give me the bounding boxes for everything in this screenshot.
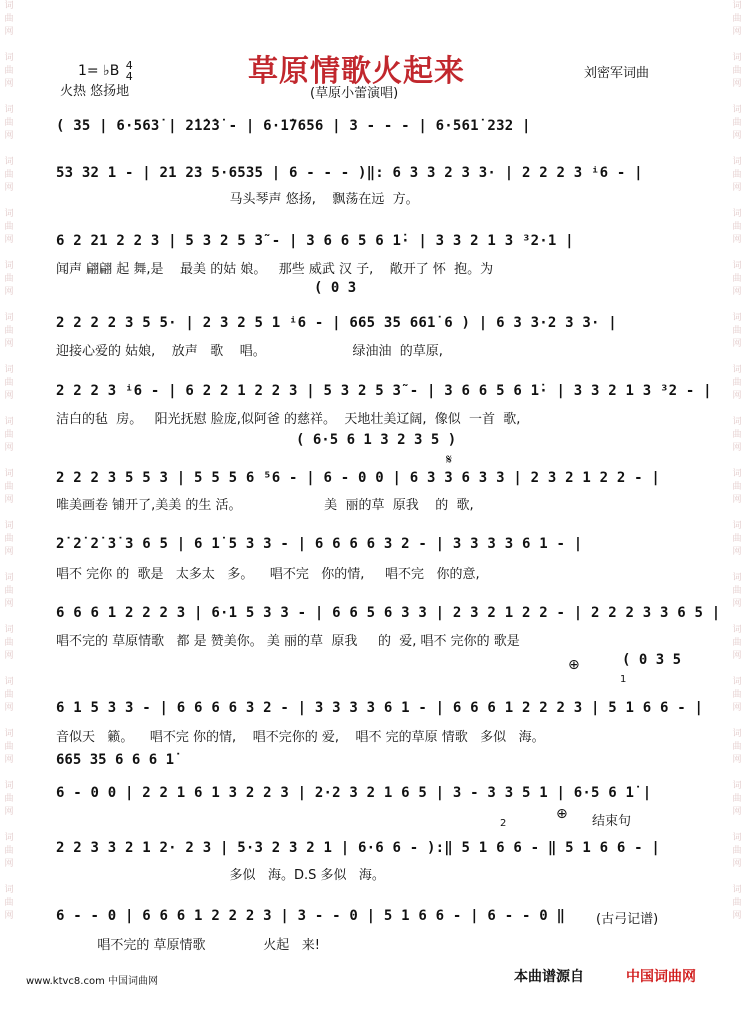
key-label: 1= ♭B <box>78 63 120 79</box>
notation-line-11: 2 2 3 3 2 1 2· 2 3 | 5·3 2 3 2 1 | 6·6 6 - ):‖ 5 1 6 6 - ‖ 5 1 6 6 - | <box>56 840 661 856</box>
segno-icon: 𝄋 <box>446 452 453 468</box>
lyric-line-2: 马头琴声 悠扬, 飘荡在远 方。 <box>56 192 419 207</box>
notation-line-12: 6 - - 0 | 6 6 6 1 2 2 2 3 | 3 - - 0 | 5 1 6 6 - | 6 - - 0 ‖ <box>56 908 566 924</box>
lyric-line-12: 唱不完的 草原情歌 火起 来! <box>56 938 320 953</box>
interlude-hint-1: ( 0 3 <box>314 280 357 296</box>
notation-line-3: 6 2 21 2 2 3 | 5 3 2 5 3̃ - | 3 6 6 5 6 1̇· | 3 3 2 1 3 ³2·1 | <box>56 233 574 249</box>
lyric-line-9: 音似天 籁。 唱不完 你的情, 唱不完你的 爱, 唱不 完的草原 情歌 多似 海。 <box>56 730 545 745</box>
time-signature <box>126 60 133 82</box>
footer-source-label: 本曲谱源自 <box>514 969 584 985</box>
ending-label: 结束句 <box>592 814 632 829</box>
notation-line-8: 6 6 6 1 2 2 2 3 | 6·1 5 3 3 - | 6 6 5 6 3 3 | 2 3 2 1 2 2 - | 2 2 2 3 3 6 5 | <box>56 605 721 621</box>
notation-line-10: 6 - 0 0 | 2 2 1 6 1 3 2 2 3 | 2·2 3 2 1 6 5 | 3 - 3 3 5 1 | 6·5 6 1̇ | <box>56 785 652 801</box>
notation-line-9: 6 1 5 3 3 - | 6 6 6 6 3 2 - | 3 3 3 3 6 1 - | 6 6 6 1 2 2 2 3 | 5 1 6 6 - | <box>56 700 704 716</box>
notation-line-1: ( 35 | 6·563̇ | 2̇1̇2̇3̇ - | 6·1̇7656 | 3 - - - | 6·561̇ 232 | <box>56 118 531 134</box>
notation-line-4: 2 2 2 2 3 5 5· | 2 3 2 5 1 ⁱ6 - | 665 35 661̇ 6 ) | 6 3 3·2 3 3· | <box>56 315 617 331</box>
lyric-line-5: 洁白的毡 房。 阳光抚慰 脸庞,似阿爸 的慈祥。 天地壮美辽阔, 像似 一首 歌, <box>56 412 521 427</box>
notation-line-7: 2̇ 2̇ 2̇ 3̇ 3 6 5 | 6 1̇ 5 3 3 - | 6 6 6 6 3 2 - | 3 3 3 3 6 1 - | <box>56 536 583 552</box>
volta-2-label: 2 <box>500 818 507 829</box>
footer-site: www.ktvc8.com 中国词曲网 <box>26 976 159 987</box>
key-signature <box>78 60 133 82</box>
watermark-left: 词 曲 网 词 曲 网 词 曲 网 词 曲 网 词 曲 网 词 曲 网 词 曲 网 词 曲 网 词 曲 网 词 曲 网 词 曲 网 词 曲 网 词 曲 网 词 曲 网 词 曲 网 词 曲 网 词 曲 网 词 曲 网 <box>4 1 14 921</box>
notation-line-5: 2 2 2 3 ⁱ6 - | 6 2 2 1 2 2 3 | 5 3 2 5 3̃ - | 3 6 6 5 6 1̇· | 3 3 2 1 3 ³2 - | <box>56 383 712 399</box>
score-sheet <box>48 0 721 1012</box>
performer-subtitle: (草原小蕾演唱) <box>310 86 399 101</box>
volta-1-label: 1 <box>620 674 627 685</box>
line10-lead-hint: 665 35 6 6 6 1̇ <box>56 752 175 768</box>
tempo-marking: 火热 悠扬地 <box>60 84 130 99</box>
coda-icon: ⊕ <box>568 657 580 673</box>
coda-icon-2: ⊕ <box>556 806 568 822</box>
lyric-line-3: 闻声 翩翩 起 舞,是 最美 的姑 娘。 那些 威武 汉 子, 敞开了 怀 抱。为 <box>56 262 494 277</box>
interlude-hint-2: ( 6·5 6 1 3 2 3 5 ) <box>296 432 457 448</box>
composer-credit: 刘密军词曲 <box>584 66 650 81</box>
time-top: 4 <box>125 59 133 72</box>
time-bottom: 4 <box>125 70 133 83</box>
footer-source-name: 中国词曲网 <box>626 969 696 985</box>
watermark-right: 词 曲 网 词 曲 网 词 曲 网 词 曲 网 词 曲 网 词 曲 网 词 曲 网 词 曲 网 词 曲 网 词 曲 网 词 曲 网 词 曲 网 词 曲 网 词 曲 网 词 曲 网 词 曲 网 词 曲 网 词 曲 网 <box>732 1 742 921</box>
song-title: 草原情歌火起来 <box>248 54 465 89</box>
lyric-line-8: 唱不完的 草原情歌 都 是 赞美你。 美 丽的草 原我 的 爱, 唱不 完你的 歌是 <box>56 634 520 649</box>
instrument-note: (古弓记谱) <box>596 912 659 927</box>
lyric-line-11: 多似 海。D.S 多似 海。 <box>56 868 385 883</box>
notation-line-6: 2 2 2 3 5 5 3 | 5 5 5 6 ⁵6 - | 6 - 0 0 | 6 3 3 6 3 3 | 2 3 2 1 2 2 - | <box>56 470 661 486</box>
lyric-line-4: 迎接心爱的 姑娘, 放声 歌 唱。 绿油油 的草原, <box>56 344 443 359</box>
notation-line-2: 53 32 1 - | 21 23 5·6535 | 6 - - - )‖: 6 3 3 2 3 3· | 2 2 2 3 ⁱ6 - | <box>56 165 643 181</box>
lyric-line-7: 唱不 完你 的 歌是 太多太 多。 唱不完 你的情, 唱不完 你的意, <box>56 567 480 582</box>
coda-intro-hint: ( 0 3 5 <box>622 652 682 668</box>
lyric-line-6: 唯美画卷 铺开了,美美 的生 活。 美 丽的草 原我 的 歌, <box>56 498 474 513</box>
